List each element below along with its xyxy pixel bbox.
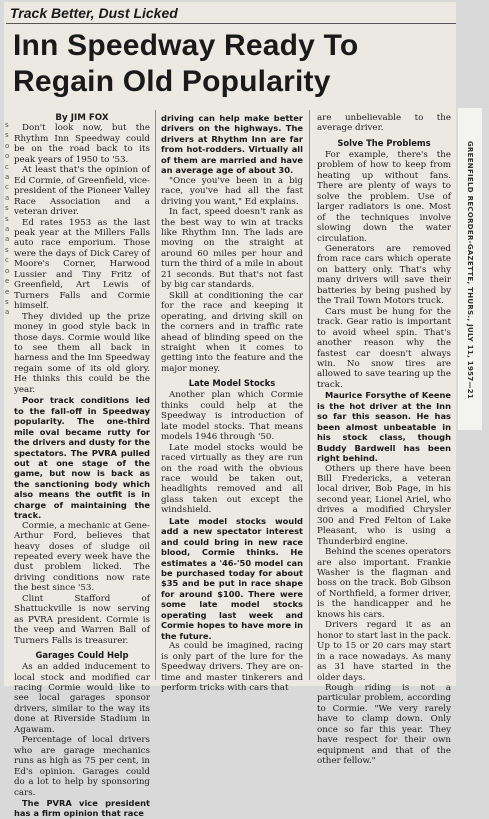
article-paragraph: Clint Stafford of Shattuckville is now serving as PVRA president. Cormie is the veep and Warren Ball of Turners Falls is treasurer. [14, 593, 150, 646]
margin-letter: o [5, 141, 10, 150]
margin-letter: s [5, 245, 9, 254]
margin-letter: e [5, 277, 10, 286]
article-paragraph: Rough riding is not a particular problem, according to Cormie. "We very rarely have to clamp down. Only once so far this year. They have respect for their own equipment and that of the other fellow." [317, 683, 451, 767]
headline-line-1: Inn Speedway Ready To [13, 29, 359, 62]
margin-letter: a [5, 173, 10, 182]
margin-letter: a [5, 235, 10, 244]
article-paragraph: For example, there's the problem of how to keep from heating up without fans. There are plenty of ways to solve the problem. Use of larger radiators is one. Most of the techniques involve slowing down the water circulation. [317, 149, 451, 244]
subheading: Solve The Problems [337, 137, 431, 148]
margin-letter: o [5, 152, 10, 161]
article-paragraph: Late model stocks would add a new spectator interest and could bring in new race blood, Cormie thinks. He estimates a '46-'50 model can be purchased today for about $35 and be put in race shape for around $100. There were some late model stocks operating last week and Cormie hopes to have more in the future. [161, 515, 303, 641]
article-column-3 [317, 113, 451, 767]
article-column-1 [14, 113, 150, 819]
margin-letter: e [5, 287, 10, 296]
article-paragraph: Ed rates 1953 as the last peak year at the Millers Falls auto race emporium. Those were the days of Dick Carey of Moore's Corner, Harwood Lussier and Tiny Fritz of Greenfield, Art Lewis of Turners Falls and Cormie himself. [14, 217, 150, 312]
article-column-2 [161, 113, 303, 693]
newspaper-clipping [4, 2, 456, 819]
article-paragraph: At least that's the opinion of Ed Cormie, of Greenfield, vice-president of the Pioneer Valley Race Association and a veteran driver. [14, 165, 150, 218]
margin-letter: s [5, 131, 9, 140]
margin-letter: a [5, 193, 10, 202]
margin-letter: s [5, 121, 9, 129]
column-divider-2 [309, 110, 310, 680]
margin-letter: a [5, 308, 10, 317]
article-paragraph: The PVRA vice president has a firm opinion that race [14, 798, 150, 819]
article-paragraph: Behind the scenes operators are also important. Frankie Washer is the flagman and boss on the track. Bob Gibson of Northfield, a former driver, is the handicapper and he knows his cars. [317, 547, 451, 620]
article-paragraph: Drivers regard it as an honor to start last in the pack. Up to 15 or 20 cars may start in a race nowadays. As many as 31 have started in the older days. [317, 620, 452, 683]
article-paragraph: "Once you've been in a big race, you've had all the fast driving you want," Ed explains. [161, 175, 303, 207]
kicker-rule [6, 23, 456, 24]
article-paragraph: Cormie, a mechanic at Gene-Arthur Ford, believes that heavy doses of sludge oil repeated every week have the dust problem licked. The driving conditions now rate the best since '53. [14, 520, 150, 594]
article-paragraph: Percentage of local drivers who are garage mechanics runs as high as 75 per cent, in Ed's opinion. Garages could do a lot to help by sponsoring cars. [14, 735, 150, 798]
byline: By JIM FOX [55, 113, 109, 123]
article-paragraph: Maurice Forsythe of Keene is the hot driver at the Inn so far this season. He has been almost unbeatable in his stock class, though Buddy Bardwell has been right behind. [317, 390, 451, 464]
margin-letter: o [5, 266, 10, 275]
article-paragraph: Others up there have been Bill Fredericks, a veteran local driver, Bob Page, in his second year, Lionel Ariel, who drives a modified Chrysler 300 and Fred Felton of Lake Pleasant, who is using a Thunderbird engine. [317, 463, 451, 547]
side-dateline: GREENFIELD RECORDER-GAZETTE, THURS., JULY 11, 1957—21 [466, 140, 474, 400]
main-headline [13, 28, 358, 100]
margin-letter: s [5, 214, 9, 223]
kicker-headline: Track Better, Dust Licked [10, 5, 178, 21]
article-paragraph: driving can help make better drivers on the highways. The drivers at Rhythm Inn are far from hot-rodders. Virtually all of them are married and have an average age of about 30. [161, 113, 303, 176]
margin-letter: a [5, 225, 10, 234]
article-paragraph: As could be imagined, racing is only part of the lure for the Speedway drivers. They are on-time and master tinkerers and perform tricks with cars that [161, 641, 303, 694]
column-divider-1 [155, 110, 156, 680]
article-paragraph: In fact, speed doesn't rank as the best way to win at tracks like Rhythm Inn. The lads are moving on the straight at around 60 miles per hour and turn the third of a mile in about 21 seconds. But that's not fast by big car standards. [161, 207, 303, 291]
article-paragraph: Cars must be hung for the track. Gear ratio is important to avoid wheel spin. That's another reason why the fastest car doesn't always win. No snow tires are allowed to save tearing up the track. [317, 306, 451, 390]
subheading: Late Model Stocks [188, 378, 276, 389]
article-paragraph: Generators are removed from race cars which operate on battery only. That's why many drivers will save their batteries by being pushed by the Trail Town Motors truck. [317, 243, 451, 307]
article-paragraph: are unbelievable to the average driver. [317, 113, 451, 134]
article-paragraph: Skill at conditioning the car for the race and keeping it operating, and driving skill on the corners and in traffic rate ahead of blinding speed on the straight when it comes to getting into the feature and the major money. [161, 290, 303, 374]
article-paragraph: As an added inducement to local stock and modified car racing Cormie would like to see local garages sponsor drivers, similar to the way its done at Riverside Stadium in Agawam. [14, 662, 150, 735]
margin-letter: c [5, 183, 9, 192]
margin-letter: s [5, 204, 9, 213]
headline-line-2: Regain Old Popularity [13, 65, 331, 98]
subheading: Garages Could Help [35, 650, 129, 661]
article-paragraph: Don't look now, but the Rhythm Inn Speedway could be on the road back to its peak years of 1950 to '53. [14, 123, 150, 165]
article-paragraph: Poor track conditions led to the fall-off in Speedway popularity. The one-third mile oval became rutty for the drivers and dusty for the spectators. The PVRA pulled out at one stage of the game, but now is back as the sanctioning body which also means the outfit is in charge of maintaining the track. [14, 395, 150, 521]
margin-letter: c [5, 162, 9, 171]
margin-letters [5, 120, 11, 318]
article-paragraph: They divided up the prize money in good style back in those days. Cormie would like to see them all back in harness and the Inn Speedway regain some of its old glory. He thinks this could be the year. [14, 311, 150, 395]
margin-letter: s [5, 297, 9, 306]
article-paragraph: Another plan which Cormie thinks could help at the Speedway is introduction of late model stocks. That means models 1946 through '50. [161, 390, 303, 443]
article-paragraph: Late model stocks would be raced virtually as they are run on the road with the obvious race would be taken out, headlights removed and all glass taken out except the windshield. [161, 442, 303, 516]
margin-letter: c [5, 256, 9, 265]
